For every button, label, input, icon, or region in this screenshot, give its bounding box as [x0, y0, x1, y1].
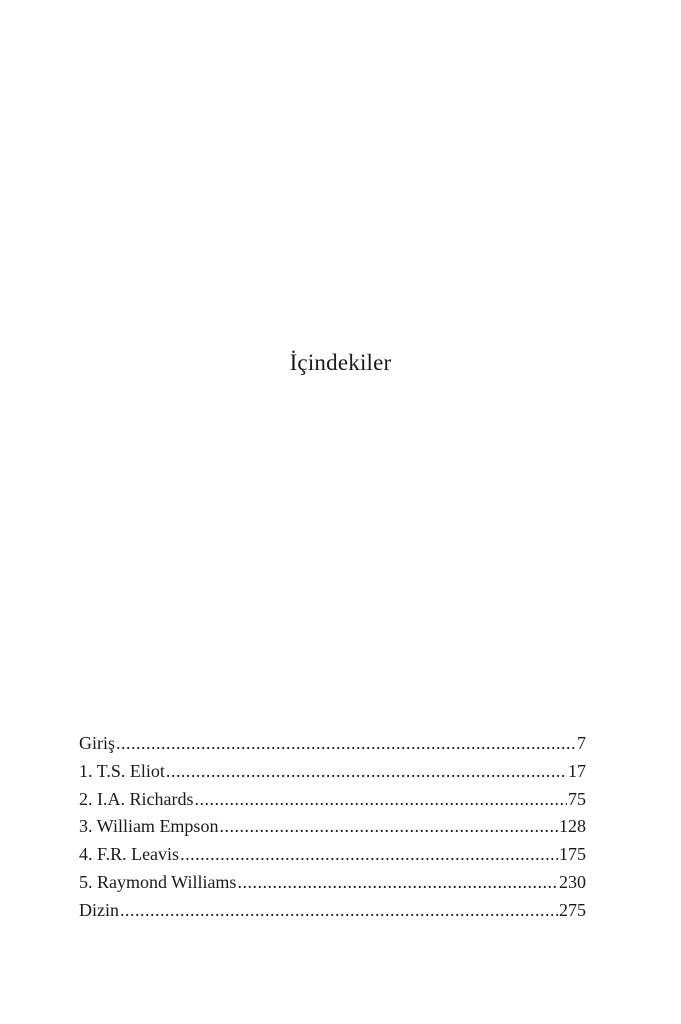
toc-entry-page: 75: [568, 788, 586, 809]
table-of-contents: [79, 730, 586, 925]
toc-entry: [79, 813, 586, 841]
toc-entry-label: 3. William Empson: [79, 816, 219, 837]
toc-entry-page: 275: [559, 899, 586, 920]
toc-dot-leader: [120, 897, 558, 925]
toc-entry-page: 7: [577, 733, 586, 753]
toc-dot-leader: [166, 758, 567, 786]
toc-entry: [79, 758, 586, 786]
toc-dot-leader: [116, 730, 576, 758]
toc-dot-leader: [237, 869, 558, 897]
toc-dot-leader: [180, 841, 558, 869]
page-title: İçindekiler: [289, 350, 392, 375]
toc-entry-page: 128: [559, 816, 586, 837]
toc-entry-page: 17: [568, 760, 586, 781]
toc-dot-leader: [219, 813, 558, 841]
toc-entry: [79, 786, 586, 814]
toc-entry-label: Giriş: [79, 733, 115, 753]
toc-entry: [79, 869, 586, 897]
toc-entry-label: Dizin: [79, 899, 119, 920]
toc-entry-page: 175: [559, 844, 586, 865]
toc-entry-label: 1. T.S. Eliot: [79, 760, 165, 781]
toc-entry-label: 2. I.A. Richards: [79, 788, 194, 809]
toc-entry: [79, 730, 586, 758]
toc-entry: [79, 897, 586, 925]
toc-entry: [79, 841, 586, 869]
toc-entry-label: 5. Raymond Williams: [79, 871, 237, 892]
toc-entry-page: 230: [559, 871, 586, 892]
toc-dot-leader: [194, 786, 567, 814]
toc-entry-label: 4. F.R. Leavis: [79, 844, 180, 865]
